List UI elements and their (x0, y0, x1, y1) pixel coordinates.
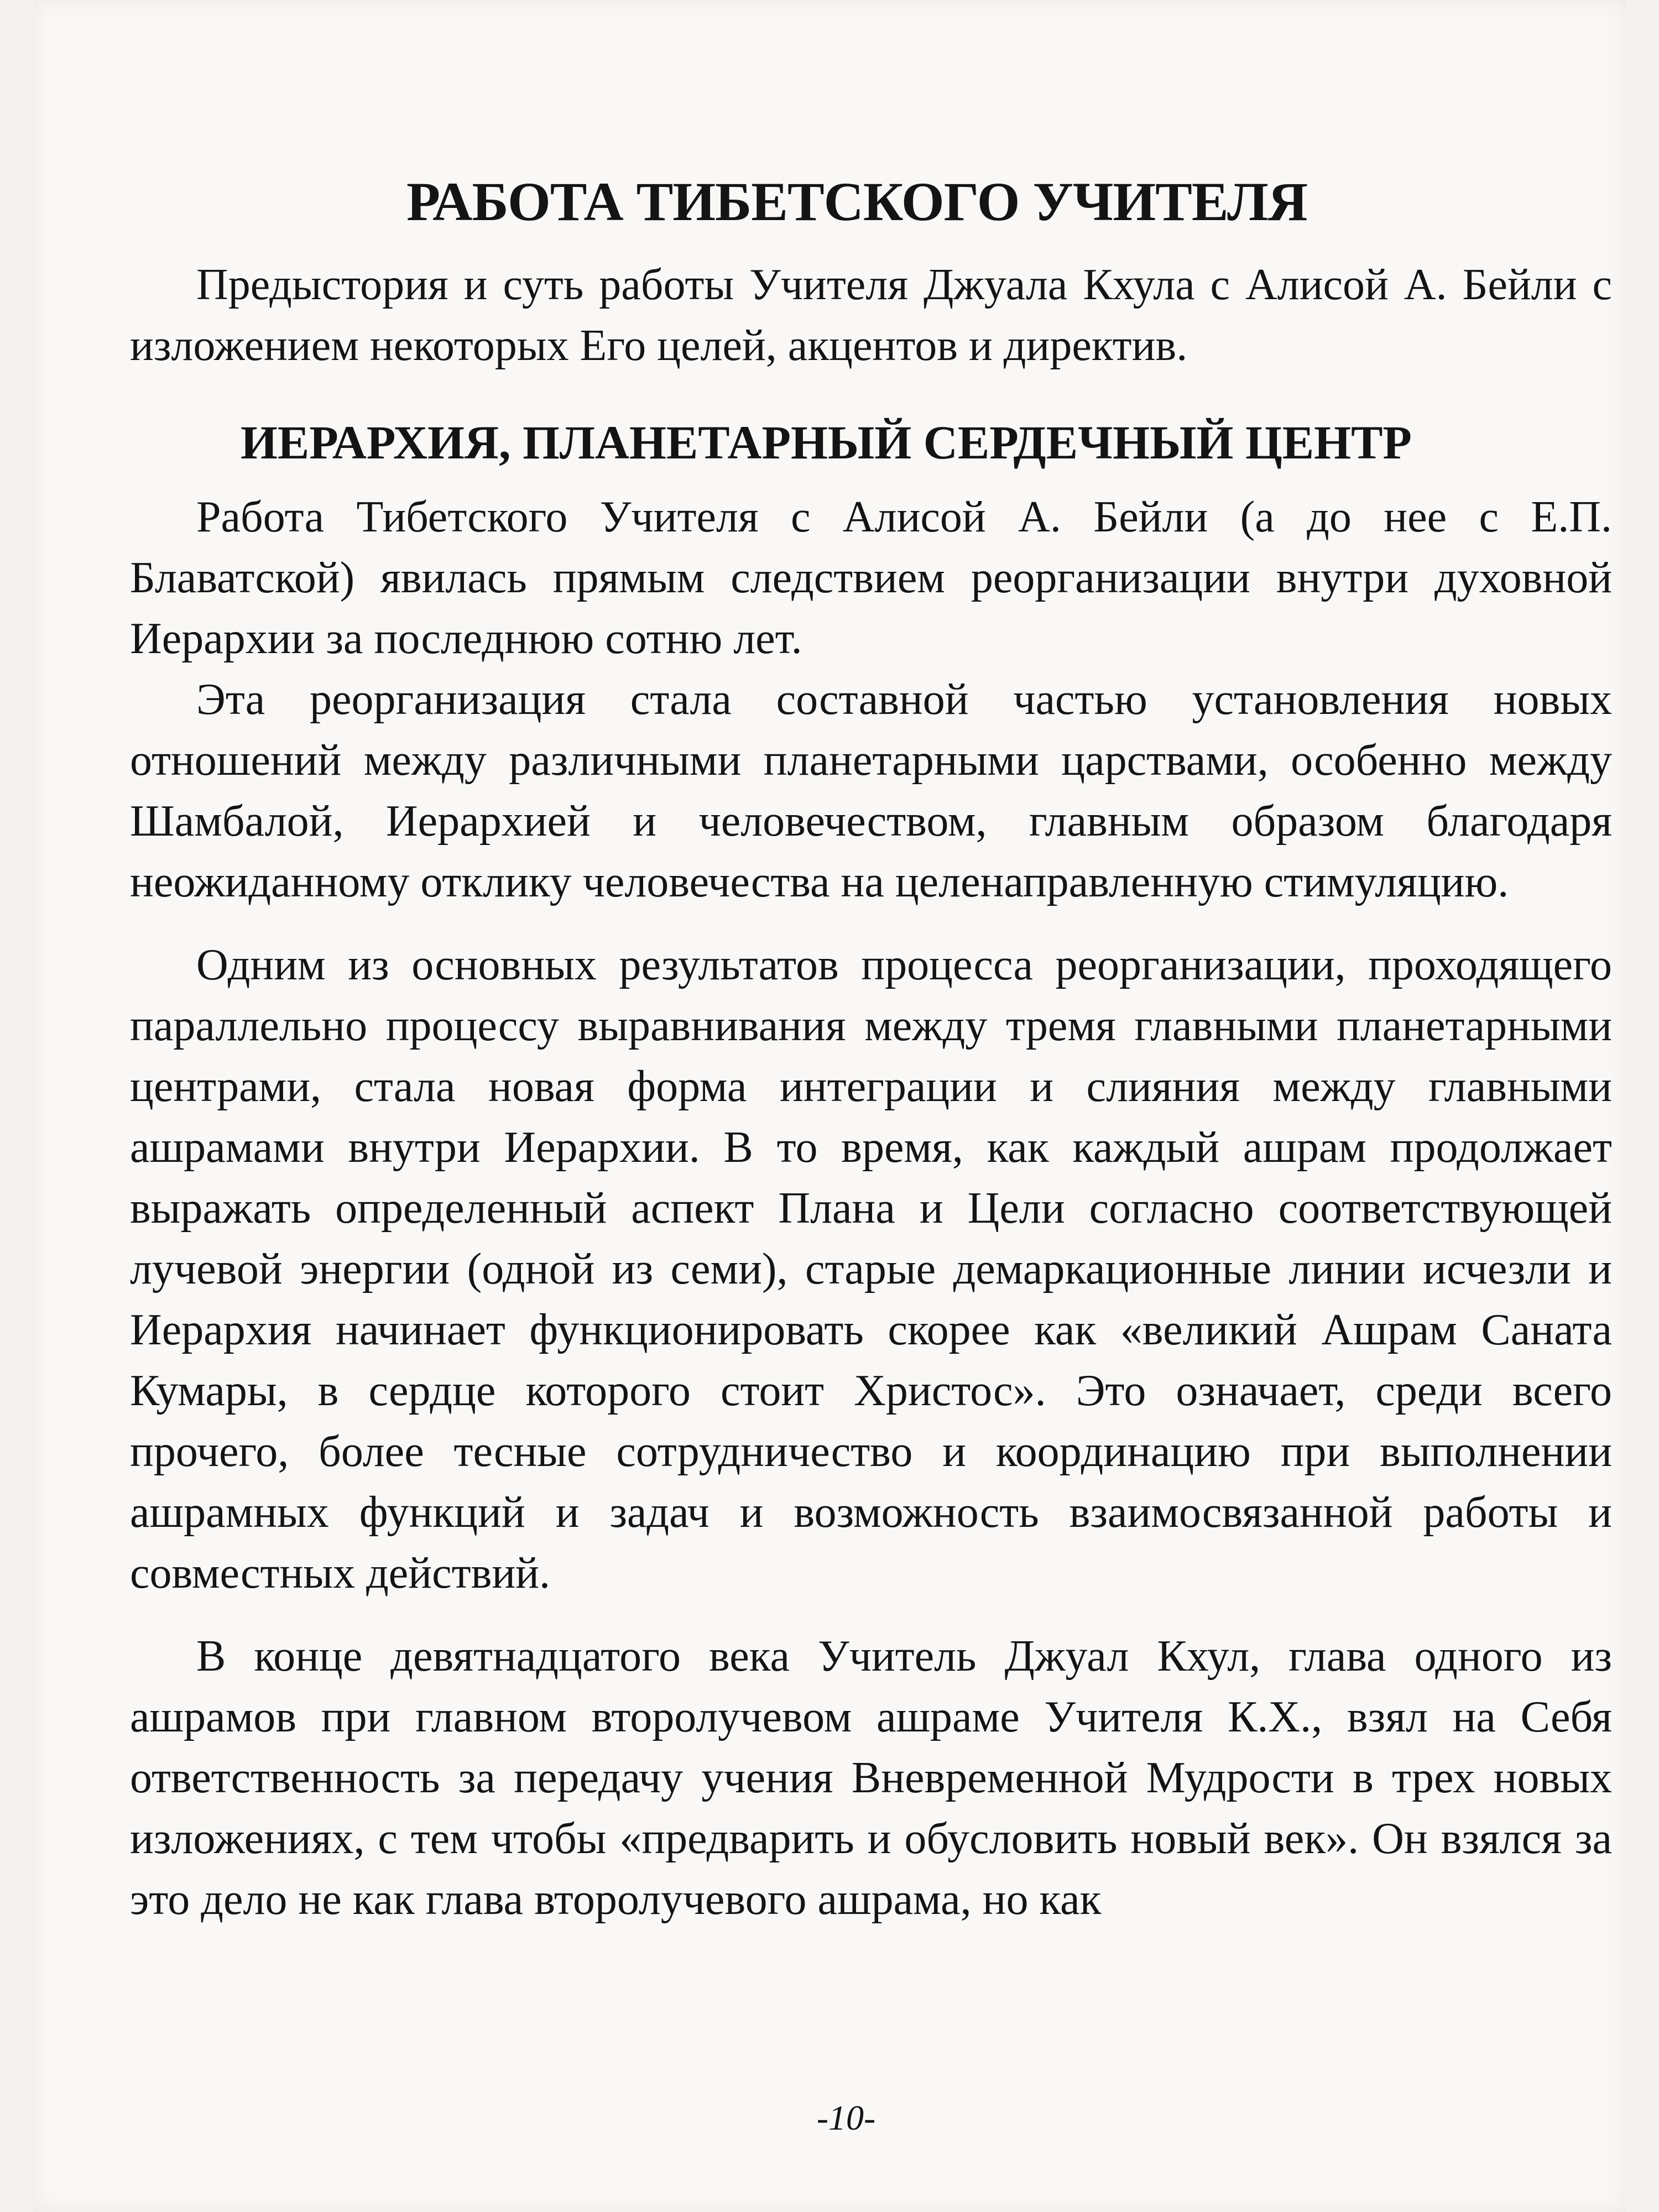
body-paragraph: Работа Тибетского Учителя с Алисой А. Бейли (а до нее с Е.П. Блаватской) явилась прямым следствием реорганизации внутри духовной Иерархии за последнюю сотню лет. (130, 493, 1612, 663)
body-paragraph: Эта реорганизация стала составной частью установления новых отношений между различными планетарными царствами, особенно между Шамбалой, Иерархией и человечеством, главным образом благодаря неожиданному отклику человечества на целенаправленную стимуляцию. (130, 675, 1612, 906)
body-paragraph: Одним из основных результатов процесса реорганизации, проходящего параллельно процессу выравнивания между тремя главными планетарными центрами, стала новая форма интеграции и слияния между главными ашрамами внутри Иерархии. В то время, как каждый ашрам продолжает выражать определенный аспект Плана и Цели согласно соответствующей лучевой энергии (одной из семи), старые демаркационные линии исчезли и Иерархия начинает функционировать скорее как «великий Ашрам Саната Кумары, в сердце которого стоит Христос». Это означает, среди всего прочего, более тесные сотрудничество и координацию при выполнении ашрамных функций и задач и возможность взаимосвязанной работы и совместных действий. (130, 941, 1612, 1598)
document-page (33, 0, 1626, 2212)
section-heading: ИЕРАРХИЯ, ПЛАНЕТАРНЫЙ СЕРДЕЧНЫЙ ЦЕНТР (241, 416, 1412, 469)
page-number: -10- (816, 2098, 876, 2137)
page-title: РАБОТА ТИБЕТСКОГО УЧИТЕЛЯ (406, 171, 1307, 232)
body-paragraph: В конце девятнадцатого века Учитель Джуал Кхул, глава одного из ашрамов при главном второлучевом ашраме Учителя К.Х., взял на Себя ответственность за передачу учения Вневременной Мудрости в трех новых изложениях, с тем чтобы «предварить и обусловить новый век». Он взялся за это дело не как глава второлучевого ашрама, но как (130, 1632, 1612, 1924)
intro-paragraph: Предыстория и суть работы Учителя Джуала Кхула с Алисой А. Бейли с изложением некоторых Его целей, акцентов и директив. (130, 260, 1612, 370)
page-content (130, 166, 1612, 1930)
